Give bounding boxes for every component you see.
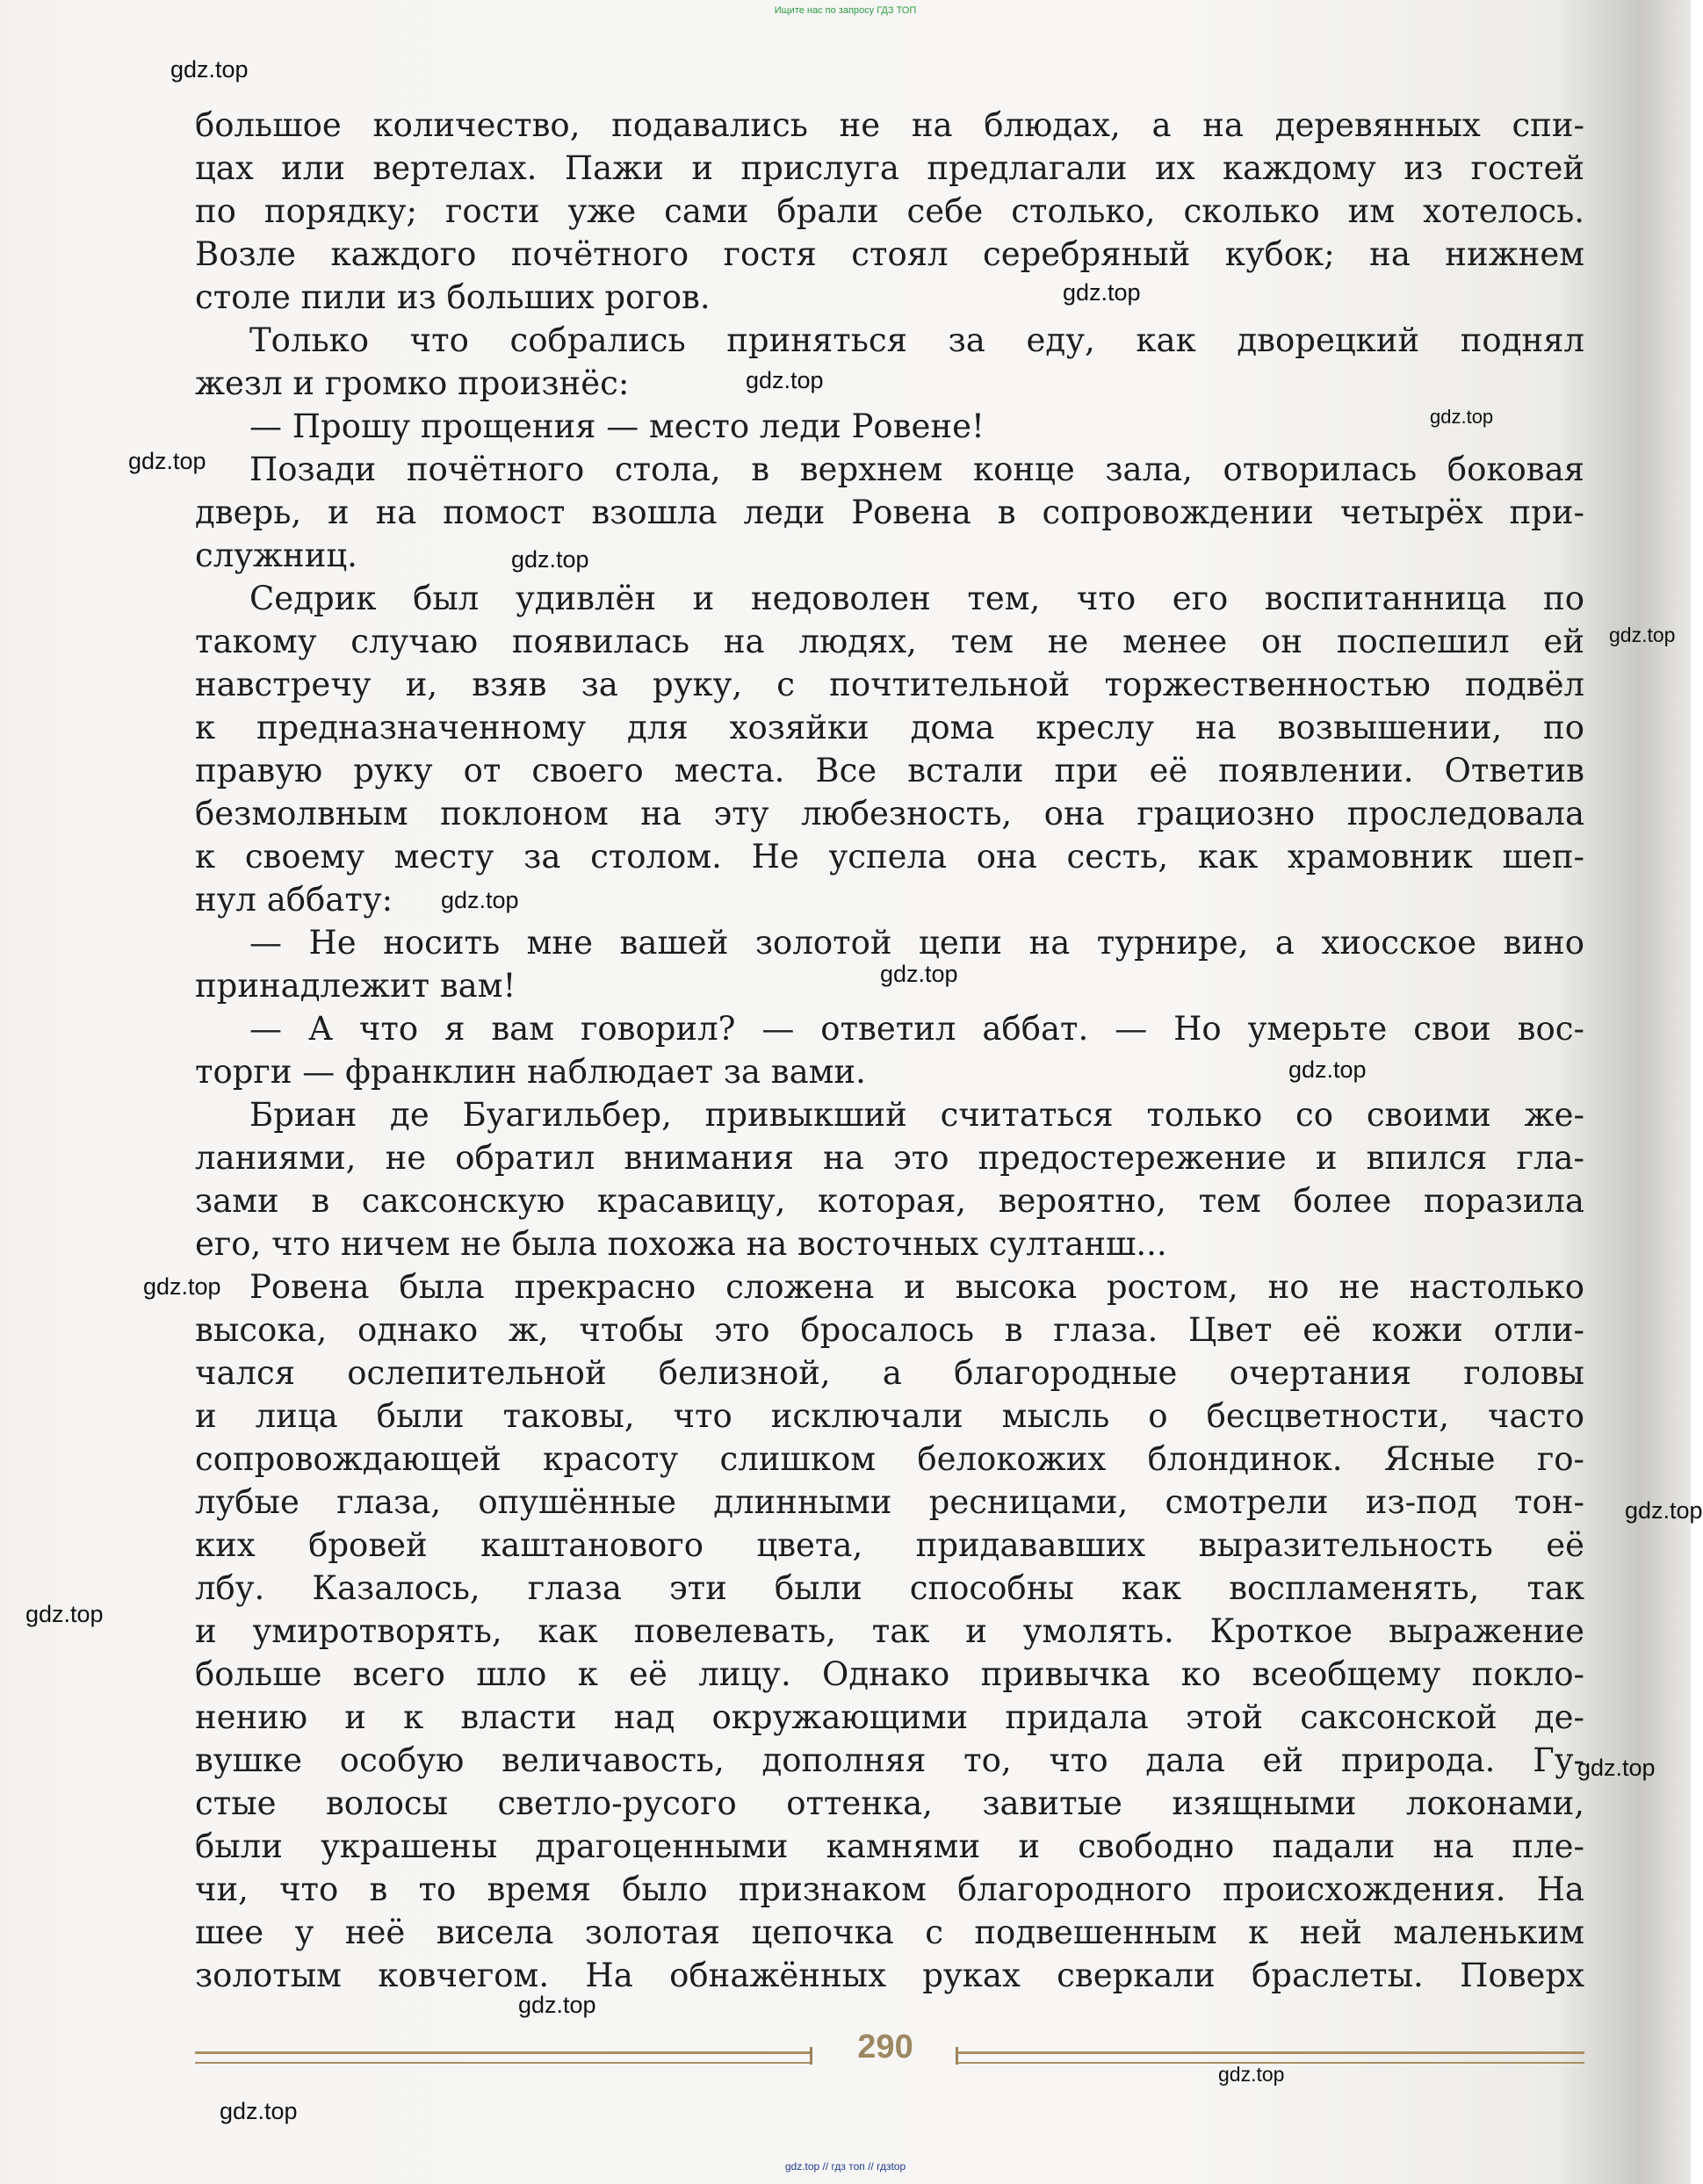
watermark: gdz.top bbox=[220, 2098, 298, 2124]
text-line: Только что собрались приняться за еду, как дворецкий поднял bbox=[249, 321, 1584, 359]
watermark: gdz.top bbox=[880, 961, 958, 987]
text-line: к своему месту за столом. Не успела она сесть, как храмовник шеп- bbox=[195, 838, 1584, 876]
text-line: шее у неё висела золотая цепочка с подвешенным к ней маленьким bbox=[195, 1914, 1584, 1951]
text-line: его, что ничем не была похожа на восточных султанш... bbox=[195, 1225, 1167, 1263]
watermark: gdz.top bbox=[25, 1601, 104, 1627]
text-line: лубые глаза, опушённые длинными ресницами, смотрели из-под тон- bbox=[195, 1483, 1584, 1521]
page-number: 290 bbox=[857, 2029, 913, 2065]
text-block bbox=[195, 104, 1584, 1997]
text-line: столе пили из больших рогов. bbox=[195, 278, 711, 316]
watermark: gdz.top bbox=[128, 448, 206, 474]
watermark: gdz.top bbox=[1063, 279, 1141, 306]
watermark: gdz.top bbox=[746, 367, 824, 393]
text-line: нул аббату: bbox=[195, 881, 393, 919]
text-line: жезл и громко произнёс: bbox=[195, 364, 630, 402]
text-line: золотым ковчегом. На обнажённых руках сверкали браслеты. Поверх bbox=[195, 1957, 1584, 1994]
watermark: gdz.top bbox=[143, 1273, 221, 1300]
text-line: нению и к власти над окружающими придала этой саксонской де- bbox=[195, 1698, 1584, 1736]
text-line: служниц. bbox=[195, 537, 357, 574]
text-line: лбу. Казалось, глаза эти были способны как воспламенять, так bbox=[195, 1569, 1584, 1607]
text-line: и умиротворять, как повелевать, так и умолять. Кроткое выражение bbox=[195, 1612, 1584, 1650]
watermark: gdz.top bbox=[1609, 623, 1676, 646]
text-line: принадлежит вам! bbox=[195, 967, 516, 1005]
text-line: чался ослепительной белизной, а благородные очертания головы bbox=[195, 1354, 1584, 1392]
watermark: gdz.top bbox=[511, 546, 589, 573]
text-line: Ровена была прекрасно сложена и высока ростом, но не настолько bbox=[249, 1268, 1584, 1306]
top-banner: Ищите нас по запросу ГДЗ ТОП bbox=[774, 5, 917, 16]
text-line: зами в саксонскую красавицу, которая, вероятно, тем более поразила bbox=[195, 1182, 1584, 1220]
watermark: gdz.top bbox=[1288, 1056, 1367, 1083]
text-line: — Прошу прощения — место леди Ровене! bbox=[249, 407, 985, 445]
watermark: gdz.top bbox=[1625, 1497, 1703, 1524]
text-line: и лица были таковы, что исключали мысль о бесцветности, часто bbox=[195, 1397, 1584, 1435]
text-line: дверь, и на помост взошла леди Ровена в сопровождении четырёх при- bbox=[195, 494, 1584, 531]
watermark: gdz.top bbox=[518, 1992, 596, 2018]
text-line: Возле каждого почётного гостя стоял серебряный кубок; на нижнем bbox=[195, 235, 1584, 273]
text-line: правую руку от своего места. Все встали при её появлении. Ответив bbox=[195, 752, 1584, 789]
text-line: по порядку; гости уже сами брали себе столько, сколько им хотелось. bbox=[195, 192, 1584, 230]
text-line: торги — франклин наблюдает за вами. bbox=[195, 1053, 866, 1091]
bottom-banner: gdz.top // гдз топ // гдзtop bbox=[784, 2160, 906, 2173]
text-line: цах или вертелах. Пажи и прислуга предлагали их каждому из гостей bbox=[195, 149, 1584, 187]
footer-rule-cap bbox=[810, 2047, 812, 2065]
watermark: gdz.top bbox=[170, 56, 249, 83]
footer-rule-right bbox=[957, 2051, 1584, 2064]
watermark: gdz.top bbox=[1577, 1755, 1656, 1781]
text-line: ланиями, не обратил внимания на это предостережение и впился гла- bbox=[195, 1139, 1584, 1177]
watermark: gdz.top bbox=[1218, 2063, 1285, 2086]
text-line: навстречу и, взяв за руку, с почтительной торжественностью подвёл bbox=[195, 666, 1584, 703]
text-line: большое количество, подавались не на блюдах, а на деревянных спи- bbox=[195, 106, 1584, 144]
text-line: ких бровей каштанового цвета, придававших выразительность её bbox=[195, 1526, 1584, 1564]
text-line: чи, что в то время было признаком благородного происхождения. На bbox=[195, 1870, 1584, 1908]
text-line: — А что я вам говорил? — ответил аббат. — Но умерьте свои вос- bbox=[249, 1010, 1584, 1048]
text-line: Позади почётного стола, в верхнем конце зала, отворилась боковая bbox=[249, 450, 1584, 488]
text-line: сопровождающей красоту слишком белокожих блондинок. Ясные го- bbox=[195, 1440, 1584, 1478]
text-line: безмолвным поклоном на эту любезность, она грациозно проследовала bbox=[195, 795, 1584, 833]
text-line: Бриан де Буагильбер, привыкший считаться только со своими же- bbox=[249, 1096, 1584, 1134]
watermark: gdz.top bbox=[1430, 406, 1494, 428]
text-line: были украшены драгоценными камнями и свободно падали на пле- bbox=[195, 1827, 1584, 1865]
text-line: — Не носить мне вашей золотой цепи на турнире, а хиосское вино bbox=[249, 924, 1584, 962]
footer-rule-left bbox=[195, 2051, 810, 2064]
text-line: высока, однако ж, чтобы это бросалось в глаза. Цвет её кожи отли- bbox=[195, 1311, 1584, 1349]
text-line: такому случаю появилась на людях, тем не менее он поспешил ей bbox=[195, 623, 1584, 660]
text-line: Седрик был удивлён и недоволен тем, что его воспитанница по bbox=[249, 580, 1584, 617]
watermark: gdz.top bbox=[441, 887, 519, 913]
text-line: больше всего шло к её лицу. Однако привычка ко всеобщему покло- bbox=[195, 1655, 1584, 1693]
text-line: к предназначенному для хозяйки дома креслу на возвышении, по bbox=[195, 709, 1584, 746]
text-line: стые волосы светло-русого оттенка, завитые изящными локонами, bbox=[195, 1784, 1584, 1822]
text-line: вушке особую величавость, дополняя то, что дала ей природа. Гу- bbox=[195, 1741, 1584, 1779]
